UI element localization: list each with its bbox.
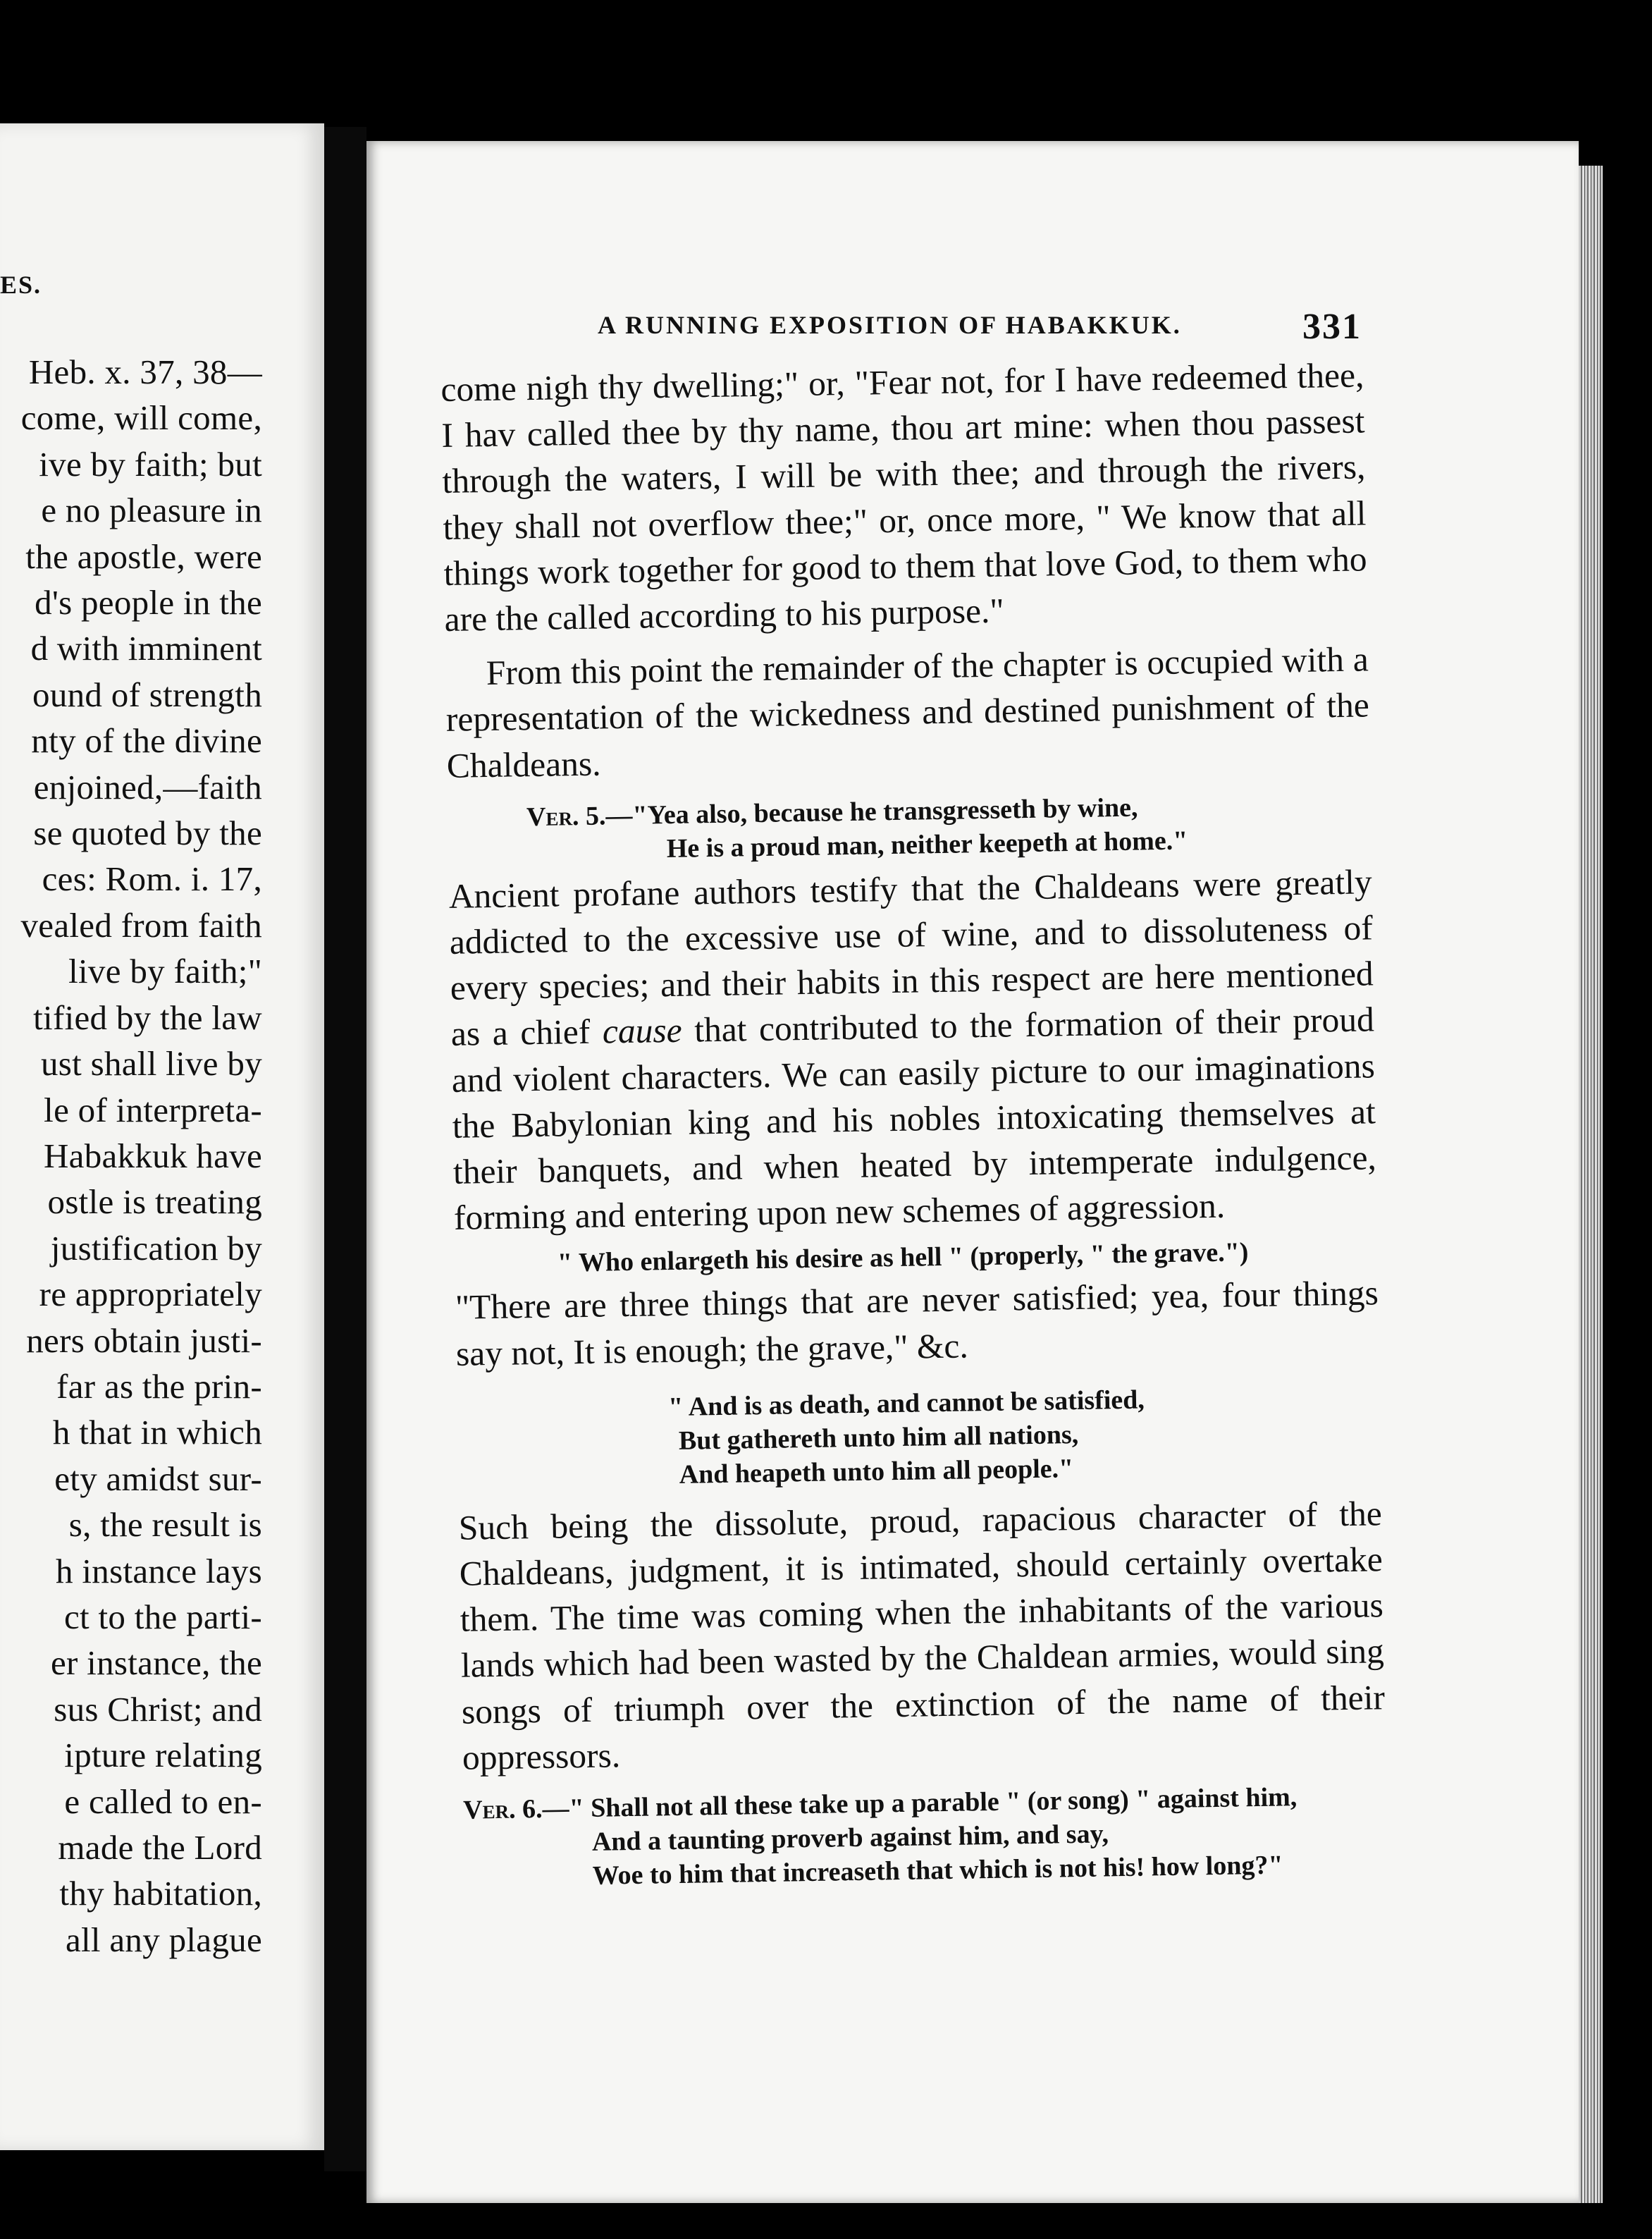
left-page-line: the apostle, were bbox=[25, 536, 262, 576]
left-page-line: er instance, the bbox=[50, 1643, 262, 1683]
verse-death-line-3: And heapeth unto him all people." bbox=[679, 1453, 1074, 1490]
left-page-line: e no pleasure in bbox=[41, 491, 262, 530]
left-page-line: ound of strength bbox=[32, 675, 262, 714]
left-page-line: thy habitation, bbox=[59, 1874, 262, 1913]
left-page-line: se quoted by the bbox=[33, 814, 262, 853]
verse-death-line-1: " And is as death, and cannot be satisfied, bbox=[667, 1385, 1145, 1422]
left-page-line: le of interpreta- bbox=[44, 1090, 262, 1129]
page-edges bbox=[1579, 166, 1603, 2203]
paragraph-3-part-a: Ancient profane authors testify that the Chaldeans were greatly addicted to the excessive use of wine, and to dissoluteness of every species; and their habits in this respect are here mentioned as a chief bbox=[448, 862, 1374, 1054]
left-page-line: ners obtain justi- bbox=[26, 1320, 262, 1360]
book-gutter bbox=[324, 127, 366, 2171]
verse-6-label: Ver. 6. bbox=[462, 1794, 543, 1825]
left-page-line: nty of the divine bbox=[31, 721, 262, 761]
left-page-line: ostle is treating bbox=[47, 1182, 262, 1222]
left-page-line: sus Christ; and bbox=[54, 1689, 262, 1729]
left-page-line: ety amidst sur- bbox=[54, 1459, 262, 1498]
verse-6-line-2: And a taunting proverb against him, and say, bbox=[591, 1819, 1109, 1857]
quote-hell: " Who enlargeth his desire as hell " (properly, " the grave.") bbox=[557, 1237, 1249, 1278]
left-page-line: ipture relating bbox=[64, 1736, 262, 1775]
left-page-line: ive by faith; but bbox=[39, 444, 262, 484]
paragraph-2: From this point the remainder of the chapter is occupied with a representation of the wickedness and destined punishment of the Chaldeans. bbox=[445, 639, 1370, 785]
left-page-line: come, will come, bbox=[20, 398, 262, 438]
main-text-block bbox=[440, 352, 1388, 1894]
left-page-line: all any plague bbox=[65, 1920, 262, 1959]
verse-death bbox=[668, 1379, 1381, 1492]
left-page-line: s, the result is bbox=[68, 1505, 262, 1545]
left-page-line: Habakkuk have bbox=[43, 1136, 262, 1175]
left-page-line: made the Lord bbox=[58, 1828, 262, 1867]
verse-5-line-1: —"Yea also, because he transgresseth by wine, bbox=[605, 792, 1138, 831]
left-page-line: enjoined,—faith bbox=[33, 767, 262, 806]
paragraph-3-italic: cause bbox=[602, 1011, 682, 1051]
verse-5-line-2: He is a proud man, neither keepeth at home." bbox=[666, 826, 1188, 864]
page-number: 331 bbox=[1302, 307, 1362, 347]
left-page-line: far as the prin- bbox=[56, 1366, 262, 1406]
running-head: A RUNNING EXPOSITION OF HABAKKUK. bbox=[598, 311, 1182, 339]
left-page-line: ust shall live by bbox=[40, 1044, 262, 1084]
left-page-text bbox=[20, 349, 262, 1963]
left-page-line: e called to en- bbox=[64, 1781, 262, 1821]
left-page-line: Heb. x. 37, 38— bbox=[28, 352, 262, 391]
verse-5-label: Ver. 5. bbox=[526, 801, 606, 832]
left-page-line: ces: Rom. i. 17, bbox=[42, 859, 262, 899]
left-page-line: d's people in the bbox=[35, 583, 262, 622]
left-page-line: live by faith;" bbox=[68, 952, 262, 991]
left-page-line: ct to the parti- bbox=[64, 1597, 262, 1636]
left-page-line: tified by the law bbox=[33, 998, 262, 1037]
paragraph-3 bbox=[448, 859, 1377, 1241]
verse-5 bbox=[526, 787, 1371, 868]
verse-death-line-2: But gathereth unto him all nations, bbox=[678, 1419, 1079, 1456]
left-page-line: h that in which bbox=[52, 1413, 262, 1452]
left-page-line: h instance lays bbox=[56, 1551, 262, 1590]
left-page-header: ES. bbox=[0, 271, 42, 299]
left-page-line: re appropriately bbox=[39, 1275, 262, 1314]
left-page-line: vealed from faith bbox=[20, 905, 262, 945]
paragraph-1: come nigh thy dwelling;" or, "Fear not, for I have redeemed thee, I hav called thee by thy name, thou art mine: when thou passest through the waters, I will be with thee; and through the rivers, they shall not overflow thee;" or, once more, " We know that all things work together for good to them that love God, to them who are the called according to his purpose." bbox=[440, 355, 1367, 639]
left-page-line: d with imminent bbox=[30, 629, 262, 668]
verse-6 bbox=[463, 1779, 1388, 1895]
paragraph-5: Such being the dissolute, proud, rapacious character of the Chaldeans, judgment, it is intimated, should certainly overtake them. The time was coming when the inhabitants of the various lands which had been wasted by the Chaldean armies, would sing songs of triumph over the extinction of the name of their oppressors. bbox=[458, 1494, 1386, 1777]
paragraph-3-part-b: that contributed to the formation of their proud and violent characters. We can easily picture to our imaginations the Babylonian king and his nobles intoxicating themselves at their banquets, and when heated by intemperate indulgence, forming and entering upon new schemes of aggression. bbox=[451, 1000, 1377, 1238]
verse-6-line-3: Woe to him that increaseth that which is not his! how long?" bbox=[592, 1850, 1283, 1891]
left-page bbox=[0, 123, 324, 2150]
left-page-line: justification by bbox=[50, 1228, 262, 1268]
paragraph-4: "There are three things that are never satisfied; yea, four things say not, It is enough; the grave," &c. bbox=[455, 1273, 1379, 1373]
verse-6-line-1: —" Shall not all these take up a parable " (or song) " against him, bbox=[542, 1782, 1297, 1824]
